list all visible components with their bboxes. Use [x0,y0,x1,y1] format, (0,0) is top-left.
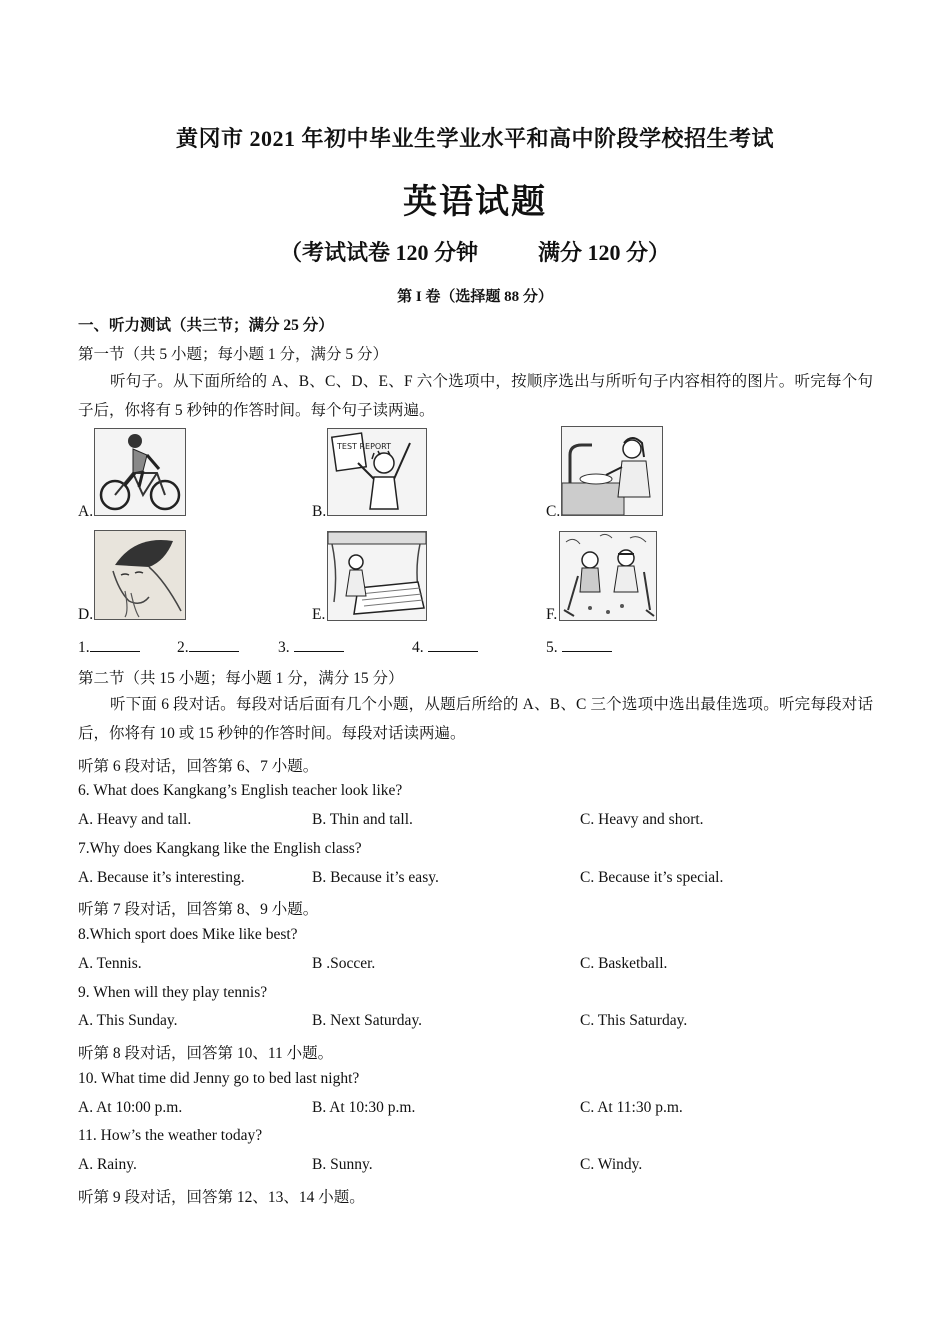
section2-heading: 第二节（共 15 小题；每小题 1 分，满分 15 分） [78,670,404,687]
answer-blank-5[interactable]: 5. [546,637,612,657]
q6-option-b[interactable]: B. Thin and tall. [312,811,413,828]
exam-title: 黄冈市 2021 年初中毕业生学业水平和高中阶段学校招生考试 [175,126,774,151]
test-report-picture [327,428,427,516]
q9-option-c[interactable]: C. This Saturday. [580,1012,688,1029]
picture-label-c: C. [546,503,561,520]
picture-label-f: F. [546,606,558,623]
answer-blank-2[interactable]: 2. [177,637,239,657]
question-7: 7.Why does Kangkang like the English class? [78,840,362,857]
exam-time: （考试试卷 120 分钟 [279,240,478,265]
question-6: 6. What does Kangkang’s English teacher look like? [78,782,403,799]
section2-instruction: 听下面 6 段对话。每段对话后面有几个小题，从题后所给的 A、B、C 三个选项中选出最佳选项。听完每段对话后，你将有 10 或 15 秒钟的作答时间。每段对话读两遍。 [78,696,873,742]
q10-option-c[interactable]: C. At 11:30 p.m. [580,1099,683,1116]
q10-option-b[interactable]: B. At 10:30 p.m. [312,1099,416,1116]
sweeping-leaves-picture [559,531,657,621]
section1-instruction: 听句子。从下面所给的 A、B、C、D、E、F 六个选项中，按顺序选出与所听句子内容相符的图片。听完每个句子后，你将有 5 秒钟的作答时间。每个句子读两遍。 [78,373,873,419]
answer-blank-3[interactable]: 3. [278,637,344,657]
q9-option-a[interactable]: A. This Sunday. [78,1012,178,1029]
test-report-text: TEST REPORT [337,442,392,451]
q8-option-c[interactable]: C. Basketball. [580,955,668,972]
picture-label-d: D. [78,606,94,623]
answer-blank-4[interactable]: 4. [412,637,478,657]
part1-heading: 一、听力测试（共三节；满分 25 分） [78,317,334,334]
washing-dishes-picture [561,426,663,516]
q7-option-c[interactable]: C. Because it’s special. [580,869,724,886]
section1-heading: 第一节（共 5 小题；每小题 1 分，满分 5 分） [78,346,389,363]
question-11: 11. How’s the weather today? [78,1127,263,1144]
question-8: 8.Which sport does Mike like best? [78,926,298,943]
exam-score: 满分 120 分） [538,240,671,265]
q8-option-b[interactable]: B .Soccer. [312,955,376,972]
cyclist-picture [94,428,186,516]
q7-option-b[interactable]: B. Because it’s easy. [312,869,439,886]
q11-option-a[interactable]: A. Rainy. [78,1156,137,1173]
q6-option-c[interactable]: C. Heavy and short. [580,811,704,828]
exam-time-score [0,236,950,267]
question-9: 9. When will they play tennis? [78,984,268,1001]
dialog8-intro: 听第 8 段对话，回答第 10、11 小题。 [78,1045,334,1062]
picture-label-e: E. [312,606,326,623]
q11-option-c[interactable]: C. Windy. [580,1156,643,1173]
picture-label-a: A. [78,503,94,520]
q8-option-a[interactable]: A. Tennis. [78,955,142,972]
question-10: 10. What time did Jenny go to bed last night? [78,1070,360,1087]
answer-blank-1[interactable]: 1. [78,637,140,657]
dialog9-intro: 听第 9 段对话，回答第 12、13、14 小题。 [78,1189,365,1206]
q10-option-a[interactable]: A. At 10:00 p.m. [78,1099,183,1116]
subject-title: 英语试题 [403,184,547,221]
dialog7-intro: 听第 7 段对话，回答第 8、9 小题。 [78,901,319,918]
q7-option-a[interactable]: A. Because it’s interesting. [78,869,245,886]
ancient-poet-picture [94,530,186,620]
picture-label-b: B. [312,503,327,520]
q11-option-b[interactable]: B. Sunny. [312,1156,373,1173]
dialog6-intro: 听第 6 段对话，回答第 6、7 小题。 [78,758,319,775]
q9-option-b[interactable]: B. Next Saturday. [312,1012,423,1029]
volume-heading: 第 I 卷（选择题 88 分） [397,289,553,305]
q6-option-a[interactable]: A. Heavy and tall. [78,811,192,828]
making-bed-picture [327,531,427,621]
